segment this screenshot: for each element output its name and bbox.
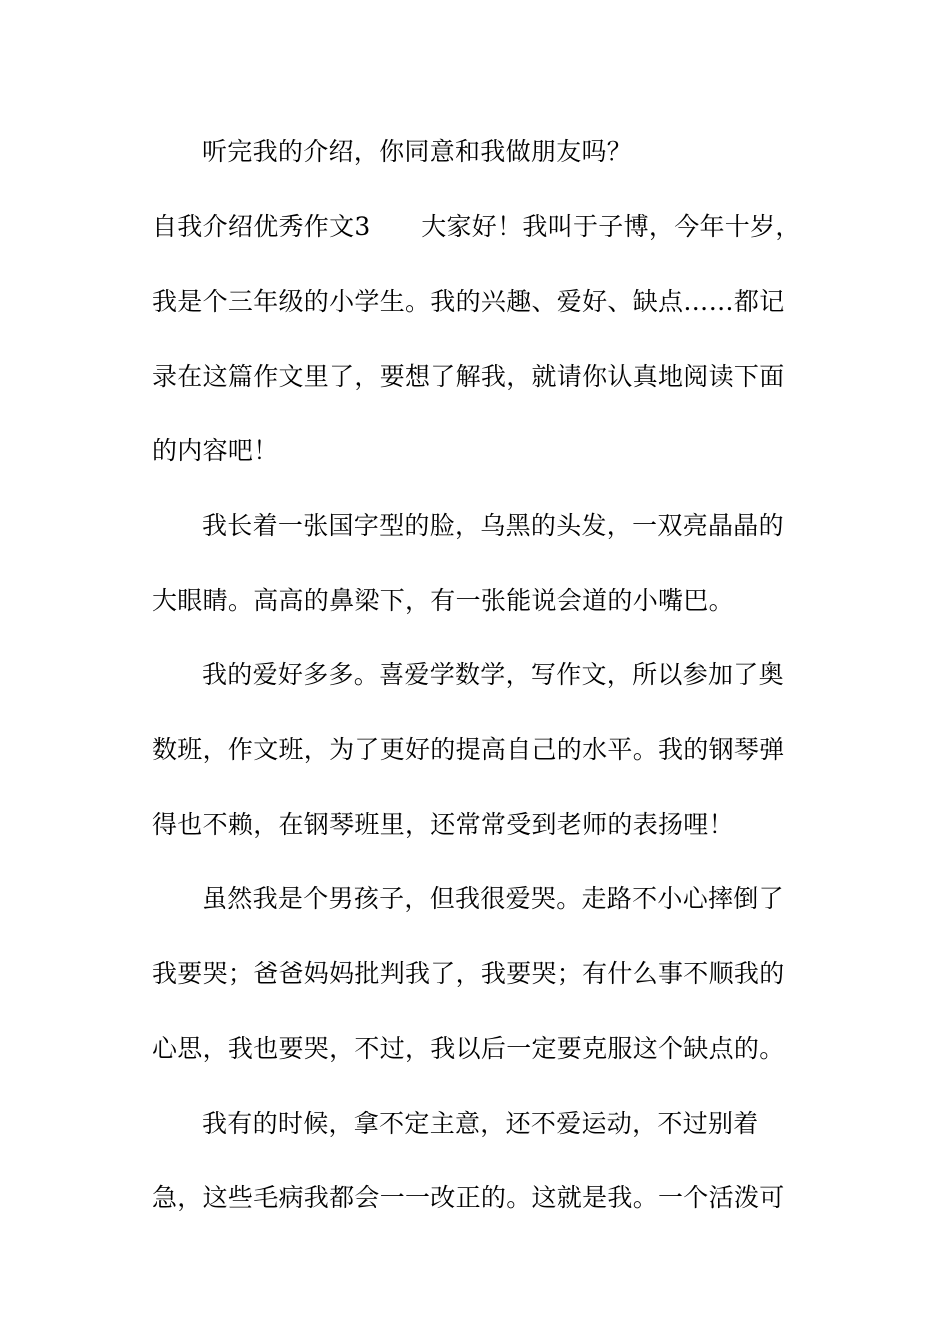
text-line-2: 自我介绍优秀作文3 大家好！我叫于子博，今年十岁， [152, 212, 801, 241]
text-line-15: 急，这些毛病我都会一一改正的。这就是我。一个活泼可 [152, 1183, 785, 1212]
text-line-1: 听完我的介绍，你同意和我做朋友吗？ [202, 137, 633, 166]
text-line-11: 虽然我是个男孩子，但我很爱哭。走路不小心摔倒了 [202, 884, 784, 913]
text-line-7: 大眼睛。高高的鼻梁下，有一张能说会道的小嘴巴。 [152, 586, 734, 615]
text-line-14: 我有的时候，拿不定主意，还不爱运动，不过别着 [202, 1109, 759, 1138]
text-line-13: 心思，我也要哭，不过，我以后一定要克服这个缺点的。 [152, 1034, 785, 1063]
text-line-6: 我长着一张国字型的脸，乌黑的头发，一双亮晶晶的 [202, 511, 784, 540]
text-line-9: 数班，作文班，为了更好的提高自己的水平。我的钢琴弹 [152, 735, 785, 764]
text-line-5: 的内容吧！ [152, 436, 279, 465]
text-line-10: 得也不赖，在钢琴班里，还常常受到老师的表扬哩！ [152, 810, 734, 839]
text-line-8: 我的爱好多多。喜爱学数学，写作文，所以参加了奥 [202, 660, 784, 689]
text-line-4: 录在这篇作文里了，要想了解我，就请你认真地阅读下面 [152, 362, 785, 391]
text-line-12: 我要哭；爸爸妈妈批判我了，我要哭；有什么事不顺我的 [152, 959, 785, 988]
text-line-3: 我是个三年级的小学生。我的兴趣、爱好、缺点……都记 [152, 287, 785, 316]
